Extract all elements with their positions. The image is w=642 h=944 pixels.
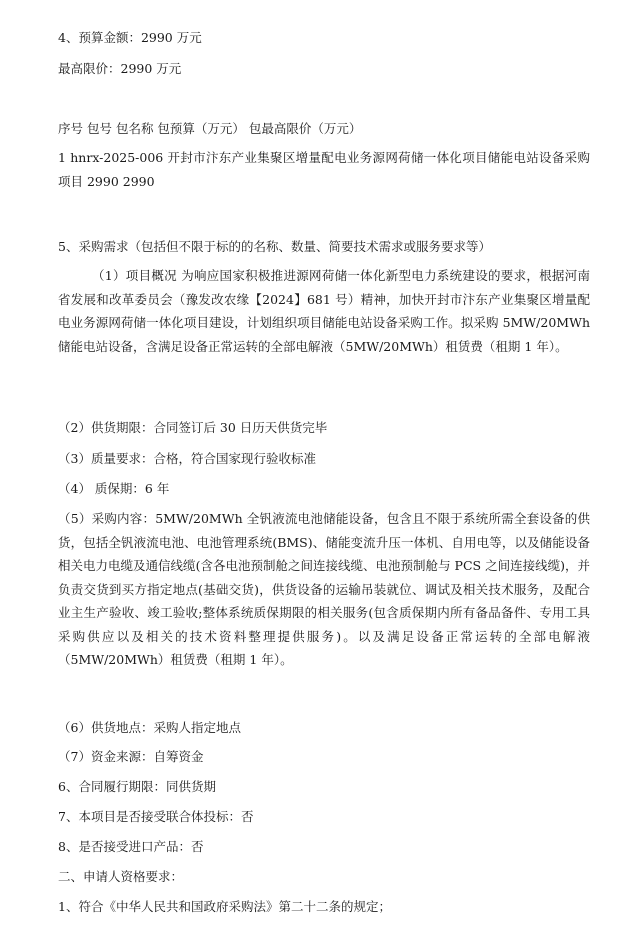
funding-source: （7）资金来源：自筹资金 <box>58 749 204 764</box>
quality-requirement: （3）质量要求：合格，符合国家现行验收标准 <box>58 451 316 466</box>
requirement-1: 1、符合《中华人民共和国政府采购法》第二十二条的规定； <box>58 899 391 914</box>
max-price: 最高限价：2990 万元 <box>58 61 182 76</box>
budget-total: 4、预算金额：2990 万元 <box>58 30 202 45</box>
procurement-content: （5）采购内容：5MW/20MWh 全钒液流电池储能设备，包含且不限于系统所需全套设备的供货，包括全钒液流电池、电池管理系统(BMS)、储能变流升压一体机、自用电等，以及储能设备相关电力电缆及通信线缆(含各电池预制舱之间连接线缆、电池预制舱与 PCS 之间连接线缆)，并负责交货到买方指定地点(基础交货)，供货设备的运输吊装就位、调试及相关技术服务，及配合业主生产验收、竣工验收;整体系统质保期限的相关服务(包含质保期内所有备品备件、专用工具采购供应以及相关的技术资料整理提供服务)。以及满足设备正常运转的全部电解液（5MW/20MWh）租赁费（租期 1 年）。 <box>58 511 590 667</box>
table-header: 序号 包号 包名称 包预算（万元） 包最高限价（万元） <box>58 121 362 136</box>
item6-contract-period: 6、合同履行期限：同供货期 <box>58 779 216 794</box>
supply-period: （2）供货期限：合同签订后 30 日历天供货完毕 <box>58 420 328 435</box>
item5-title: 5、采购需求（包括但不限于标的的名称、数量、简要技术需求或服务要求等） <box>58 239 491 254</box>
section2-title: 二、申请人资格要求： <box>58 869 184 884</box>
delivery-location: （6）供货地点：采购人指定地点 <box>58 720 241 735</box>
item7-consortium: 7、本项目是否接受联合体投标：否 <box>58 809 254 824</box>
item8-imports: 8、是否接受进口产品：否 <box>58 839 204 854</box>
project-overview: （1）项目概况 为响应国家积极推进源网荷储一体化新型电力系统建设的要求，根据河南省发展和改革委员会（豫发改农缘【2024】681 号）精神，加快开封市汴东产业集聚区增量配电业务源网荷储一体化项目建设，计划组织项目储能电站设备采购工作。拟采购 5MW/20MWh 储能电站设备，含满足设备正常运转的全部电解液（5MW/20MWh）租赁费（租期 1 年）。 <box>58 268 590 354</box>
warranty-period: （4） 质保期：6 年 <box>58 481 170 496</box>
table-row: 1 hnrx-2025-006 开封市汴东产业集聚区增量配电业务源网荷储一体化项目储能电站设备采购项目 2990 2990 <box>58 150 590 189</box>
